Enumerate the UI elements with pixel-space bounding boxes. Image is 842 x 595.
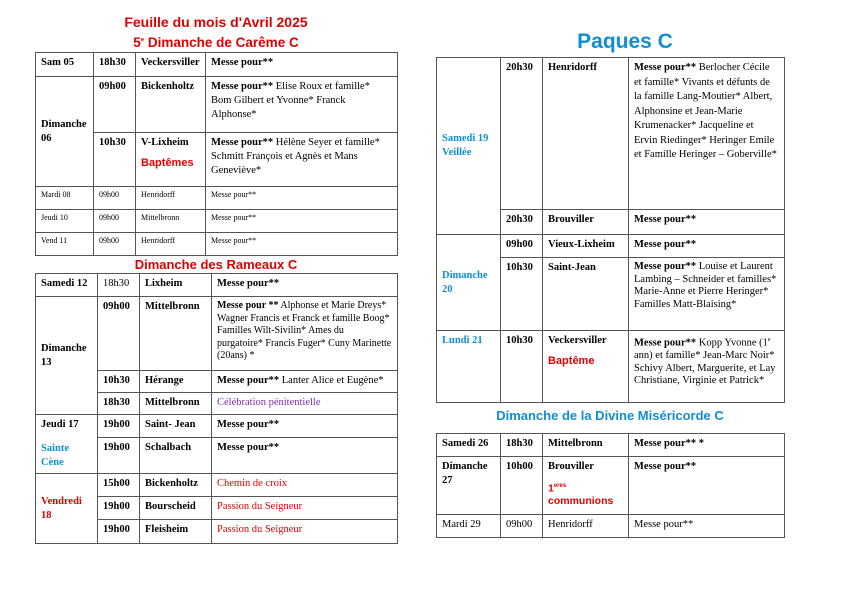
mass-intentions: Hélène Seyer et famille* Schmitt François et Agnès et Mans Geneviève*: [211, 137, 380, 176]
place-cell: [136, 133, 206, 187]
table-row: [36, 53, 398, 77]
time-cell: 15h00: [98, 474, 140, 497]
place-cell: [543, 331, 629, 403]
time-cell: 09h00: [98, 297, 140, 371]
day-cell: Lundi 21: [437, 331, 501, 403]
place-cell: Veckersviller: [136, 53, 206, 77]
table-row: [36, 297, 398, 371]
day-cell: Vendredi 18: [36, 474, 98, 544]
time-cell: 20h30: [501, 58, 543, 210]
table-row: [36, 274, 398, 297]
mass-intentions: Berlocher Cécile et famille* Vivants et défunts de la famille Lang-Moutier* Albert, Alphonsine et Jean-Marie Krumenacker* Jacqueline et Ervin Riedinger* Heringer Emile et Famille Heringer – Goberville*: [634, 62, 777, 160]
mass-label: Messe pour**: [634, 62, 697, 73]
mass-cell: [629, 331, 785, 403]
communion-sup: eres: [553, 483, 567, 489]
table-row: [437, 457, 785, 515]
day-cell: Dimanche 13: [36, 297, 98, 415]
place-cell: Saint-Jean: [543, 258, 629, 331]
day-cell: Dimanche 06: [36, 77, 94, 187]
table-row: [36, 233, 398, 256]
table-row: [36, 474, 398, 497]
section-title-careme: [36, 35, 396, 50]
mass-label: Messe pour**: [634, 337, 697, 349]
place-cell: Fleisheim: [140, 520, 212, 544]
time-cell: 18h30: [98, 274, 140, 297]
day-cell: Jeudi 10: [36, 210, 94, 233]
mass-intentions: Lanter Alice et Eugène*: [279, 375, 384, 386]
day-subtitle: Sainte Cène: [41, 443, 70, 468]
time-cell: 10h30: [501, 258, 543, 331]
table-row: [36, 415, 398, 438]
place-cell: Henridorff: [136, 187, 206, 210]
communion-word: communions: [548, 494, 614, 507]
section-title-num: 5: [133, 35, 141, 50]
mass-cell: Messe pour**: [629, 457, 785, 515]
place-cell: Mittelbronn: [140, 297, 212, 371]
mass-cell: Messe pour**: [629, 210, 785, 235]
section-title-rest: Dimanche de Carême C: [144, 35, 299, 50]
place-cell: Lixheim: [140, 274, 212, 297]
month-title: Feuille du mois d'Avril 2025: [124, 14, 308, 30]
mass-intentions: Louise et Laurent Lambing – Schneider et familles* Marie-Anne et Pierre Heringer* Familles Matt-Blaising*: [634, 261, 777, 310]
table-row: [437, 331, 785, 403]
table-row: [437, 434, 785, 457]
place-cell: Mittelbronn: [543, 434, 629, 457]
mass-cell: Messe pour**: [206, 187, 398, 210]
mass-cell: Célébration pénitentielle: [212, 393, 398, 415]
day-cell: [36, 415, 98, 474]
time-cell: 09h00: [501, 515, 543, 538]
time-cell: 09h00: [94, 210, 136, 233]
place-cell: Saint- Jean: [140, 415, 212, 438]
place-cell: Bourscheid: [140, 497, 212, 520]
day-cell: Dimanche 27: [437, 457, 501, 515]
day-cell: Samedi 12: [36, 274, 98, 297]
mass-label: Messe pour **: [217, 300, 279, 311]
mass-label: Messe pour**: [211, 81, 274, 92]
place-cell: Hérange: [140, 371, 212, 393]
communion-num: 1: [548, 482, 554, 495]
time-cell: 10h00: [501, 457, 543, 515]
mass-cell: [629, 258, 785, 331]
mass-label: Messe pour**: [211, 137, 274, 148]
time-cell: 18h30: [94, 53, 136, 77]
mass-cell: Messe pour**: [206, 233, 398, 256]
place-label: V-Lixheim: [141, 137, 189, 148]
table-row: [36, 77, 398, 133]
schedule-table-rameaux: [35, 273, 398, 544]
mass-cell: Messe pour**: [629, 235, 785, 258]
mass-sup: e: [767, 337, 771, 343]
place-cell: Henridorff: [543, 58, 629, 210]
baptism-tag: Baptêmes: [141, 157, 194, 169]
time-cell: 19h00: [98, 520, 140, 544]
easter-title: Paques C: [577, 30, 673, 53]
table-row: [437, 58, 785, 210]
time-cell: 18h30: [501, 434, 543, 457]
mass-cell: Messe pour**: [629, 515, 785, 538]
mass-intentions: Elise Roux et famille* Bom Gilbert et Yvonne* Franck Alphonse*: [211, 81, 370, 120]
section-title-misericorde: Dimanche de la Divine Miséricorde C: [496, 408, 724, 423]
mass-cell: [212, 371, 398, 393]
table-row: [36, 187, 398, 210]
mass-intentions-pre: Kopp Yvonne (1: [696, 337, 768, 349]
mass-cell: Passion du Seigneur: [212, 520, 398, 544]
section-title-sup: e: [140, 37, 145, 44]
table-row: [437, 235, 785, 258]
time-cell: 18h30: [98, 393, 140, 415]
day-cell: Mardi 29: [437, 515, 501, 538]
place-cell: Henridorff: [543, 515, 629, 538]
table-row: [36, 210, 398, 233]
baptism-tag: Baptême: [548, 355, 595, 367]
mass-label: Messe pour**: [634, 261, 697, 272]
mass-cell: Chemin de croix: [212, 474, 398, 497]
time-cell: 09h00: [94, 187, 136, 210]
place-label: Brouviller: [548, 461, 594, 472]
mass-cell: Messe pour** *: [629, 434, 785, 457]
mass-cell: [206, 133, 398, 187]
mass-cell: Messe pour**: [212, 415, 398, 438]
place-cell: [543, 457, 629, 515]
table-row: [437, 515, 785, 538]
schedule-table-paques: [436, 57, 785, 403]
place-cell: Bickenholtz: [136, 77, 206, 133]
place-cell: Vieux-Lixheim: [543, 235, 629, 258]
time-cell: 19h00: [98, 497, 140, 520]
mass-label: Messe pour**: [217, 375, 280, 386]
mass-cell: [629, 58, 785, 210]
time-cell: 09h00: [94, 233, 136, 256]
day-label: Jeudi 17: [41, 419, 79, 430]
communion-tag: [548, 480, 623, 507]
place-cell: Henridorff: [136, 233, 206, 256]
mass-cell: Messe pour**: [206, 53, 398, 77]
time-cell: 19h00: [98, 438, 140, 474]
time-cell: 09h00: [94, 77, 136, 133]
schedule-table-misericorde: [436, 433, 785, 538]
day-cell: Mardi 08: [36, 187, 94, 210]
place-cell: Brouviller: [543, 210, 629, 235]
place-cell: Mittelbronn: [140, 393, 212, 415]
place-cell: Schalbach: [140, 438, 212, 474]
time-cell: 10h30: [94, 133, 136, 187]
day-cell: Sam 05: [36, 53, 94, 77]
place-cell: Mittelbronn: [136, 210, 206, 233]
time-cell: 09h00: [501, 235, 543, 258]
day-cell: Dimanche 20: [437, 235, 501, 331]
section-title-rameaux: Dimanche des Rameaux C: [134, 257, 298, 272]
time-cell: 19h00: [98, 415, 140, 438]
place-label: Veckersviller: [548, 335, 607, 346]
place-cell: Bickenholtz: [140, 474, 212, 497]
mass-cell: [212, 297, 398, 371]
mass-cell: Messe pour**: [212, 438, 398, 474]
day-cell: Samedi 19 Veillée: [437, 58, 501, 235]
mass-cell: [206, 77, 398, 133]
mass-cell: Messe pour**: [212, 274, 398, 297]
schedule-table-careme: [35, 52, 398, 256]
mass-cell: Passion du Seigneur: [212, 497, 398, 520]
time-cell: 20h30: [501, 210, 543, 235]
day-cell: Vend 11: [36, 233, 94, 256]
day-cell: Samedi 26: [437, 434, 501, 457]
mass-cell: Messe pour**: [206, 210, 398, 233]
mass-intentions: ann) et famille* Jean-Marc Noir* Schivy Albert, Marguerite, et Lay Christiane, Virginie et Patrick*: [634, 350, 776, 386]
time-cell: 10h30: [501, 331, 543, 403]
time-cell: 10h30: [98, 371, 140, 393]
mass-intentions: Alphonse et Marie Dreys* Wagner Francis et Franck et famille Boog* Familles Wilt-Sivilin* Ames du purgatoire* Francis Fuger* Cuny Marinette (20ans) *: [217, 300, 392, 361]
